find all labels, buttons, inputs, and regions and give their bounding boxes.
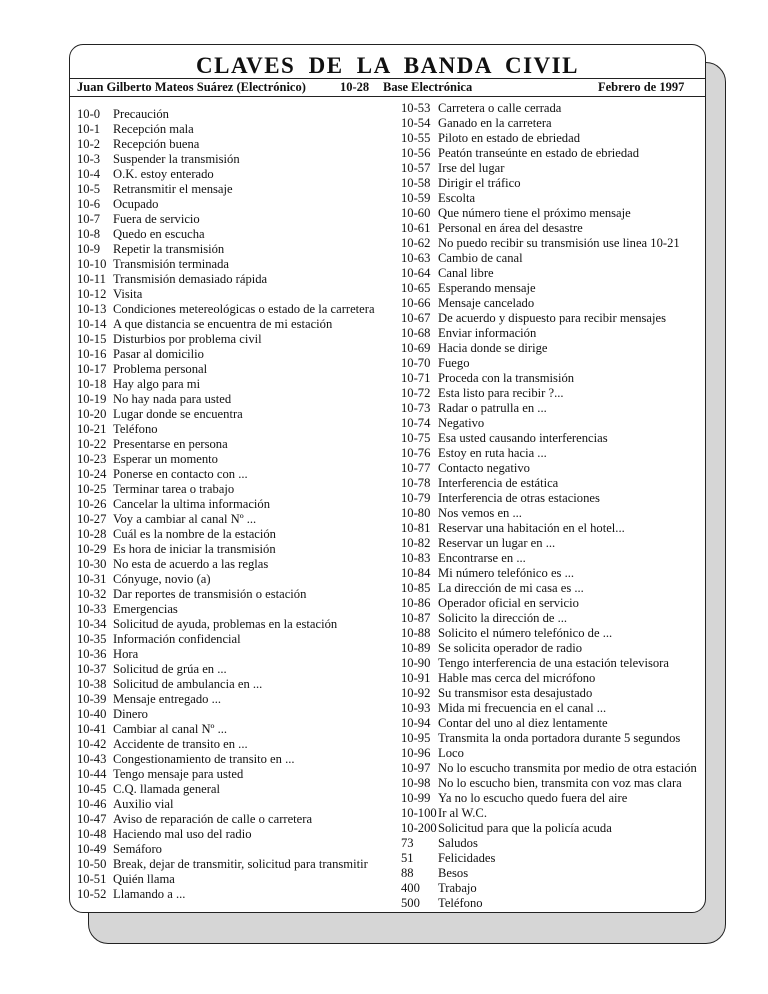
code-number: 10-91 (401, 671, 431, 685)
code-description: Saludos (438, 836, 478, 850)
code-description: C.Q. llamada general (113, 782, 221, 796)
code-number: 10-14 (77, 317, 107, 331)
code-description: Dirigir el tráfico (438, 176, 521, 190)
code-number: 10-60 (401, 206, 431, 220)
code-number: 73 (401, 836, 414, 850)
code-description: Quién llama (113, 872, 175, 886)
code-description: Semáforo (113, 842, 162, 856)
date-label: Febrero de 1997 (598, 80, 685, 94)
code-number: 10-23 (77, 452, 107, 466)
code-number: 10-75 (401, 431, 431, 445)
code-description: Teléfono (438, 896, 483, 910)
code-number: 10-86 (401, 596, 431, 610)
code-number: 10-45 (77, 782, 107, 796)
code-number: 10-6 (77, 197, 101, 211)
code-description: Escolta (438, 191, 476, 205)
code-description: Proceda con la transmisión (438, 371, 575, 385)
code-description: Congestionamiento de transito en ... (113, 752, 295, 766)
code-number: 10-53 (401, 101, 431, 115)
code-number: 10-72 (401, 386, 431, 400)
code-number: 10-40 (77, 707, 107, 721)
code-description: O.K. estoy enterado (113, 167, 214, 181)
code-number: 10-30 (77, 557, 107, 571)
code-description: Contacto negativo (438, 461, 530, 475)
code-number: 10-38 (77, 677, 107, 691)
code-description: Dar reportes de transmisión o estación (113, 587, 307, 601)
code-description: Cancelar la ultima información (113, 497, 271, 511)
code-number: 10-59 (401, 191, 431, 205)
code-number: 10-46 (77, 797, 107, 811)
code-description: Mi número telefónico es ... (438, 566, 575, 580)
code-description: A que distancia se encuentra de mi estación (113, 317, 333, 331)
code-description: Mida mi frecuencia en el canal ... (438, 701, 607, 715)
code-number: 10-74 (401, 416, 431, 430)
code-number: 10-27 (77, 512, 107, 526)
code-description: No lo escucho bien, transmita con voz mas clara (438, 776, 682, 790)
code-number: 10-51 (77, 872, 107, 886)
code-number: 10-39 (77, 692, 107, 706)
codes-card (69, 44, 706, 913)
code-description: Tengo interferencia de una estación televisora (438, 656, 669, 670)
code-description: Su transmisor esta desajustado (438, 686, 593, 700)
code-description: Solicitud de ayuda, problemas en la estación (113, 617, 338, 631)
code-number: 10-8 (77, 227, 101, 241)
code-description: Ocupado (113, 197, 159, 211)
code-number: 10-92 (401, 686, 431, 700)
code-number: 10-77 (401, 461, 431, 475)
code-description: Mensaje entregado ... (113, 692, 222, 706)
code-description: Esa usted causando interferencias (438, 431, 608, 445)
base-label: Base Electrónica (383, 80, 473, 94)
code-description: Repetir la transmisión (113, 242, 225, 256)
code-description: Hay algo para mi (113, 377, 201, 391)
code-number: 10-58 (401, 176, 431, 190)
code-number: 10-20 (77, 407, 107, 421)
code-number: 10-13 (77, 302, 107, 316)
code-number: 10-24 (77, 467, 107, 481)
code-description: Solicitud de ambulancia en ... (113, 677, 263, 691)
code-number: 10-17 (77, 362, 107, 376)
subheader (77, 80, 697, 96)
code-number: 10-18 (77, 377, 107, 391)
code-number: 10-55 (401, 131, 431, 145)
code-description: Interferencia de estática (438, 476, 559, 490)
code-number: 10-33 (77, 602, 107, 616)
code-number: 10-22 (77, 437, 107, 451)
code-description: Carretera o calle cerrada (438, 101, 562, 115)
code-description: Transmisión terminada (113, 257, 230, 271)
code-number: 10-57 (401, 161, 431, 175)
code-number: 10-44 (77, 767, 107, 781)
code-description: Lugar donde se encuentra (113, 407, 243, 421)
code-number: 10-28 (77, 527, 107, 541)
code-description: Radar o patrulla en ... (438, 401, 547, 415)
code-number: 10-49 (77, 842, 107, 856)
code-number: 10-69 (401, 341, 431, 355)
code-number: 10-2 (77, 137, 101, 151)
code-number: 10-84 (401, 566, 431, 580)
code-number: 10-26 (77, 497, 107, 511)
code-description: Solicitud para que la policía acuda (438, 821, 612, 835)
code-number: 10-21 (77, 422, 107, 436)
code-number: 10-100 (401, 806, 437, 820)
code-description: Contar del uno al diez lentamente (438, 716, 608, 730)
code-reference: 10-28 (340, 80, 370, 94)
code-description: Cambiar al canal Nº ... (113, 722, 228, 736)
code-description: Esperar un momento (113, 452, 218, 466)
code-number: 10-32 (77, 587, 107, 601)
code-description: De acuerdo y dispuesto para recibir mensajes (438, 311, 666, 325)
code-description: Recepción buena (113, 137, 200, 151)
code-description: Transmisión demasiado rápida (113, 272, 268, 286)
code-number: 10-95 (401, 731, 431, 745)
code-number: 10-31 (77, 572, 107, 586)
code-description: Es hora de iniciar la transmisión (113, 542, 276, 556)
code-number: 10-19 (77, 392, 107, 406)
code-description: Visita (113, 287, 143, 301)
code-number: 10-200 (401, 821, 437, 835)
code-number: 10-66 (401, 296, 431, 310)
code-description: Hacia donde se dirige (438, 341, 548, 355)
code-number: 10-52 (77, 887, 107, 901)
code-description: Reservar una habitación en el hotel... (438, 521, 625, 535)
code-description: Nos vemos en ... (438, 506, 522, 520)
code-description: Accidente de transito en ... (113, 737, 248, 751)
code-description: Recepción mala (113, 122, 194, 136)
code-description: Ponerse en contacto con ... (113, 467, 248, 481)
code-description: Condiciones metereológicas o estado de la carretera (113, 302, 375, 316)
code-description: Mensaje cancelado (438, 296, 535, 310)
code-number: 10-56 (401, 146, 431, 160)
code-number: 10-97 (401, 761, 431, 775)
code-description: Tengo mensaje para usted (113, 767, 244, 781)
code-description: Auxilio vial (113, 797, 174, 811)
code-number: 10-81 (401, 521, 431, 535)
code-description: Solicito la dirección de ... (438, 611, 568, 625)
code-description: Llamando a ... (113, 887, 186, 901)
code-number: 10-15 (77, 332, 107, 346)
code-number: 10-93 (401, 701, 431, 715)
code-number: 10-64 (401, 266, 431, 280)
code-description: No lo escucho transmita por medio de otra estación (438, 761, 697, 775)
code-number: 10-9 (77, 242, 101, 256)
code-number: 10-25 (77, 482, 107, 496)
code-description: Disturbios por problema civil (113, 332, 262, 346)
code-description: Hora (113, 647, 139, 661)
code-description: Haciendo mal uso del radio (113, 827, 252, 841)
code-number: 10-89 (401, 641, 431, 655)
code-description: Encontrarse en ... (438, 551, 526, 565)
code-description: Se solicita operador de radio (438, 641, 583, 655)
code-number: 10-48 (77, 827, 107, 841)
code-description: Operador oficial en servicio (438, 596, 579, 610)
code-description: Retransmitir el mensaje (113, 182, 233, 196)
code-number: 10-34 (77, 617, 107, 631)
code-description: Información confidencial (113, 632, 241, 646)
code-description: Peatón transeúnte en estado de ebriedad (438, 146, 640, 160)
code-number: 10-61 (401, 221, 431, 235)
code-description: Piloto en estado de ebriedad (438, 131, 580, 145)
header-divider-top (70, 78, 705, 79)
code-number: 10-87 (401, 611, 431, 625)
code-number: 10-76 (401, 446, 431, 460)
code-description: Besos (438, 866, 469, 880)
code-number: 10-5 (77, 182, 101, 196)
code-number: 10-63 (401, 251, 431, 265)
code-description: No puedo recibir su transmisión use linea 10-21 (438, 236, 680, 250)
code-number: 10-47 (77, 812, 107, 826)
code-description: Pasar al domicilio (113, 347, 204, 361)
code-number: 10-43 (77, 752, 107, 766)
code-number: 10-3 (77, 152, 101, 166)
code-number: 10-79 (401, 491, 431, 505)
code-number: 10-82 (401, 536, 431, 550)
code-description: No esta de acuerdo a las reglas (113, 557, 269, 571)
code-number: 10-99 (401, 791, 431, 805)
code-number: 10-4 (77, 167, 101, 181)
code-description: Presentarse en persona (113, 437, 228, 451)
code-description: Transmita la onda portadora durante 5 segundos (438, 731, 681, 745)
code-description: Quedo en escucha (113, 227, 205, 241)
code-description: Esperando mensaje (438, 281, 536, 295)
code-number: 10-35 (77, 632, 107, 646)
code-description: Hable mas cerca del micrófono (438, 671, 596, 685)
code-description: Aviso de reparación de calle o carretera (113, 812, 313, 826)
code-number: 10-7 (77, 212, 101, 226)
code-description: Fuego (438, 356, 470, 370)
code-number: 10-36 (77, 647, 107, 661)
code-number: 10-94 (401, 716, 431, 730)
code-description: Estoy en ruta hacia ... (438, 446, 547, 460)
code-description: Problema personal (113, 362, 208, 376)
code-description: Enviar información (438, 326, 537, 340)
code-number: 10-98 (401, 776, 431, 790)
code-description: Ganado en la carretera (438, 116, 552, 130)
code-description: Que número tiene el próximo mensaje (438, 206, 631, 220)
code-number: 10-50 (77, 857, 107, 871)
code-number: 10-62 (401, 236, 431, 250)
code-number: 10-70 (401, 356, 431, 370)
code-description: Suspender la transmisión (113, 152, 240, 166)
code-number: 10-65 (401, 281, 431, 295)
code-number: 88 (401, 866, 414, 880)
code-description: No hay nada para usted (113, 392, 232, 406)
page-title: CLAVES DE LA BANDA CIVIL (196, 53, 579, 78)
code-description: Cónyuge, novio (a) (113, 572, 211, 586)
code-number: 10-73 (401, 401, 431, 415)
code-description: La dirección de mi casa es ... (438, 581, 584, 595)
code-description: Negativo (438, 416, 485, 430)
code-description: Personal en área del desastre (438, 221, 583, 235)
code-number: 10-11 (77, 272, 106, 286)
code-description: Ir al W.C. (438, 806, 487, 820)
code-description: Precaución (113, 107, 169, 121)
code-description: Canal libre (438, 266, 494, 280)
code-number: 10-85 (401, 581, 431, 595)
code-number: 10-80 (401, 506, 431, 520)
code-description: Voy a cambiar al canal Nº ... (113, 512, 257, 526)
code-number: 10-67 (401, 311, 431, 325)
code-description: Fuera de servicio (113, 212, 200, 226)
code-number: 10-83 (401, 551, 431, 565)
code-description: Solicito el número telefónico de ... (438, 626, 613, 640)
code-number: 10-37 (77, 662, 107, 676)
code-number: 10-68 (401, 326, 431, 340)
code-number: 10-41 (77, 722, 107, 736)
code-number: 400 (401, 881, 420, 895)
code-number: 10-1 (77, 122, 101, 136)
code-number: 10-78 (401, 476, 431, 490)
code-description: Irse del lugar (438, 161, 505, 175)
code-number: 10-90 (401, 656, 431, 670)
author-name: Juan Gilberto Mateos Suárez (Electrónico) (77, 80, 306, 94)
code-number: 10-88 (401, 626, 431, 640)
code-description: Ya no lo escucho quedo fuera del aire (438, 791, 628, 805)
header-divider-bottom (70, 96, 705, 97)
code-number: 10-12 (77, 287, 107, 301)
code-description: Felicidades (438, 851, 496, 865)
code-description: Interferencia de otras estaciones (438, 491, 600, 505)
code-number: 10-29 (77, 542, 107, 556)
code-description: Loco (438, 746, 464, 760)
code-description: Reservar un lugar en ... (438, 536, 556, 550)
code-number: 10-96 (401, 746, 431, 760)
code-number: 51 (401, 851, 414, 865)
code-number: 10-16 (77, 347, 107, 361)
code-number: 10-71 (401, 371, 431, 385)
code-description: Solicitud de grúa en ... (113, 662, 227, 676)
code-number: 10-10 (77, 257, 107, 271)
code-description: Dinero (113, 707, 148, 721)
code-description: Trabajo (438, 881, 477, 895)
code-description: Cuál es la nombre de la estación (113, 527, 276, 541)
code-number: 10-54 (401, 116, 431, 130)
code-number: 10-0 (77, 107, 101, 121)
code-number: 10-42 (77, 737, 107, 751)
code-description: Cambio de canal (438, 251, 523, 265)
code-description: Teléfono (113, 422, 158, 436)
code-number: 500 (401, 896, 420, 910)
code-description: Emergencias (113, 602, 178, 616)
code-description: Break, dejar de transmitir, solicitud para transmitir (113, 857, 368, 871)
code-description: Terminar tarea o trabajo (113, 482, 235, 496)
code-description: Esta listo para recibir ?... (438, 386, 564, 400)
